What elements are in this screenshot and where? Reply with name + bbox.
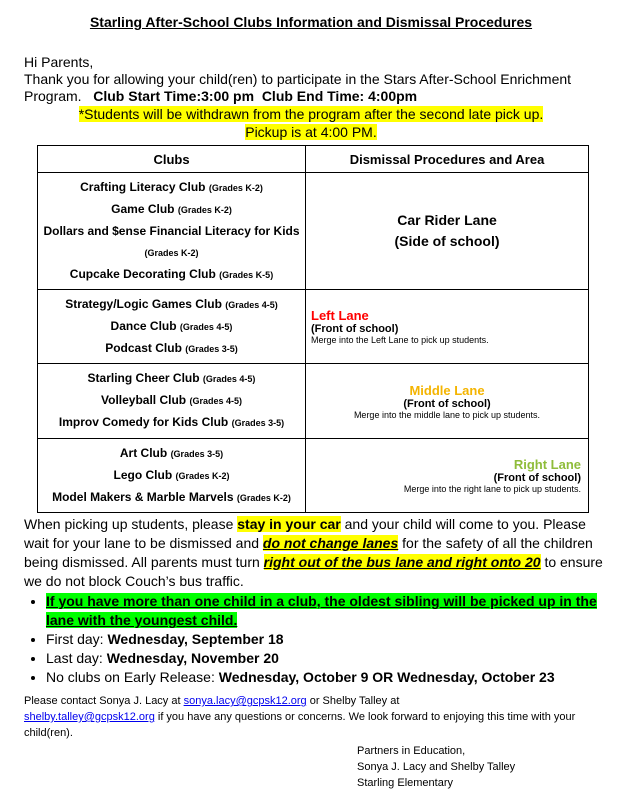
clubs-dismissal-table — [37, 145, 589, 513]
list-item: • No clubs on Early Release: Wednesday, October 9 OR Wednesday, October 23 — [46, 668, 616, 687]
intro-paragraph: Thank you for allowing your child(ren) to participate in the Stars After-School Enrichment Program. Club Start Time:3:00 pm Club End Time: 4:00pm — [24, 71, 572, 104]
table-row — [38, 173, 589, 290]
lane-area: (Side of school) — [394, 233, 500, 249]
email-link-sonya[interactable]: sonya.lacy@gcpsk12.org — [183, 695, 307, 707]
club-item: Crafting Literacy Club (Grades K-2) — [80, 179, 263, 194]
club-end-time: Club End Time: 4:00pm — [261, 88, 418, 104]
table-header-row — [38, 146, 589, 173]
signature-block — [357, 743, 515, 791]
list-item: • Last day: Wednesday, November 20 — [46, 649, 616, 668]
table-row — [38, 364, 589, 439]
page-title: Starling After-School Clubs Information and Dismissal Procedures — [89, 14, 533, 30]
club-item: Art Club (Grades 3-5) — [119, 445, 224, 460]
info-bullet-list — [24, 592, 616, 687]
greeting: Hi Parents, — [24, 54, 94, 70]
sibling-rule: If you have more than one child in a club, the oldest sibling will be picked up in the lane with the youngest child. — [46, 593, 597, 628]
table-row — [38, 439, 589, 513]
left-lane-cell — [306, 290, 589, 364]
signature-line: Starling Elementary — [357, 777, 453, 789]
club-item: Starling Cheer Club (Grades 4-5) — [87, 371, 256, 385]
stay-in-car-emphasis: stay in your car — [237, 516, 341, 532]
club-start-time: Club Start Time:3:00 pm — [93, 88, 255, 104]
club-list-cell — [38, 439, 306, 513]
club-item: Cupcake Decorating Club (Grades K-5) — [69, 266, 274, 281]
club-item: Podcast Club (Grades 3-5) — [105, 340, 238, 355]
list-item — [46, 592, 616, 630]
lane-area: (Front of school) — [403, 397, 491, 410]
club-item: Improv Comedy for Kids Club (Grades 3-5) — [58, 415, 285, 429]
list-item: • First day: Wednesday, September 18 — [46, 630, 616, 649]
email-link-shelby[interactable]: shelby.talley@gcpsk12.org — [24, 711, 155, 723]
signature-line: Sonya J. Lacy and Shelby Talley — [357, 761, 516, 773]
club-item: Strategy/Logic Games Club (Grades 4-5) — [65, 296, 278, 311]
club-item: Dance Club (Grades 4-5) — [110, 318, 233, 333]
car-rider-lane-cell — [306, 173, 589, 290]
contact-paragraph: Please contact Sonya J. Lacy at sonya.lacy@gcpsk12.org or Shelby Talley at shelby.talley@gcpsk12.org if you have any questions or concerns. We look forward to enjoying this time with your child(ren). — [24, 695, 576, 739]
lane-note: Merge into the right lane to pick up students. — [403, 484, 581, 494]
club-list-cell — [38, 290, 306, 364]
signature-line: Partners in Education, — [357, 745, 466, 757]
lane-name: Right Lane — [513, 457, 581, 472]
late-pickup-notice: *Students will be withdrawn from the program after the second late pick up. Pickup is at 4:00 PM. — [78, 106, 544, 140]
right-turn-emphasis: right out of the bus lane and right onto 20 — [263, 554, 541, 570]
club-list-cell — [38, 364, 306, 439]
middle-lane-cell — [306, 364, 589, 439]
lane-area: (Front of school) — [493, 472, 581, 484]
club-list-cell — [38, 173, 306, 290]
lane-area: (Front of school) — [311, 323, 399, 335]
lane-name: Left Lane — [311, 308, 369, 323]
lane-note: Merge into the middle lane to pick up students. — [353, 409, 541, 420]
club-item: Game Club (Grades K-2) — [111, 201, 232, 216]
lane-name: Middle Lane — [409, 382, 485, 398]
clubs-header: Clubs — [38, 146, 306, 173]
lane-name: Car Rider Lane — [397, 212, 497, 228]
dismissal-header: Dismissal Procedures and Area — [306, 146, 589, 173]
club-item: Dollars and $ense Financial Literacy for Kids (Grades K-2) — [43, 223, 300, 258]
lane-note: Merge into the Left Lane to pick up students. — [311, 335, 489, 345]
right-lane-cell — [306, 439, 589, 513]
club-item: Volleyball Club (Grades 4-5) — [101, 393, 242, 407]
table-row — [38, 290, 589, 364]
pickup-instructions: When picking up students, please stay in your car and your child will come to you. Please wait for your lane to be dismissed and do not change lanes for the safety of all the children being dismissed. All parents must turn right out of the bus lane and right onto 20 to ensure we do not block Couch’s bus traffic. — [24, 516, 603, 589]
no-lane-change-emphasis: do not change lanes — [262, 535, 399, 551]
club-item: Lego Club (Grades K-2) — [113, 467, 230, 482]
club-item: Model Makers & Marble Marvels (Grades K-2) — [52, 489, 291, 504]
